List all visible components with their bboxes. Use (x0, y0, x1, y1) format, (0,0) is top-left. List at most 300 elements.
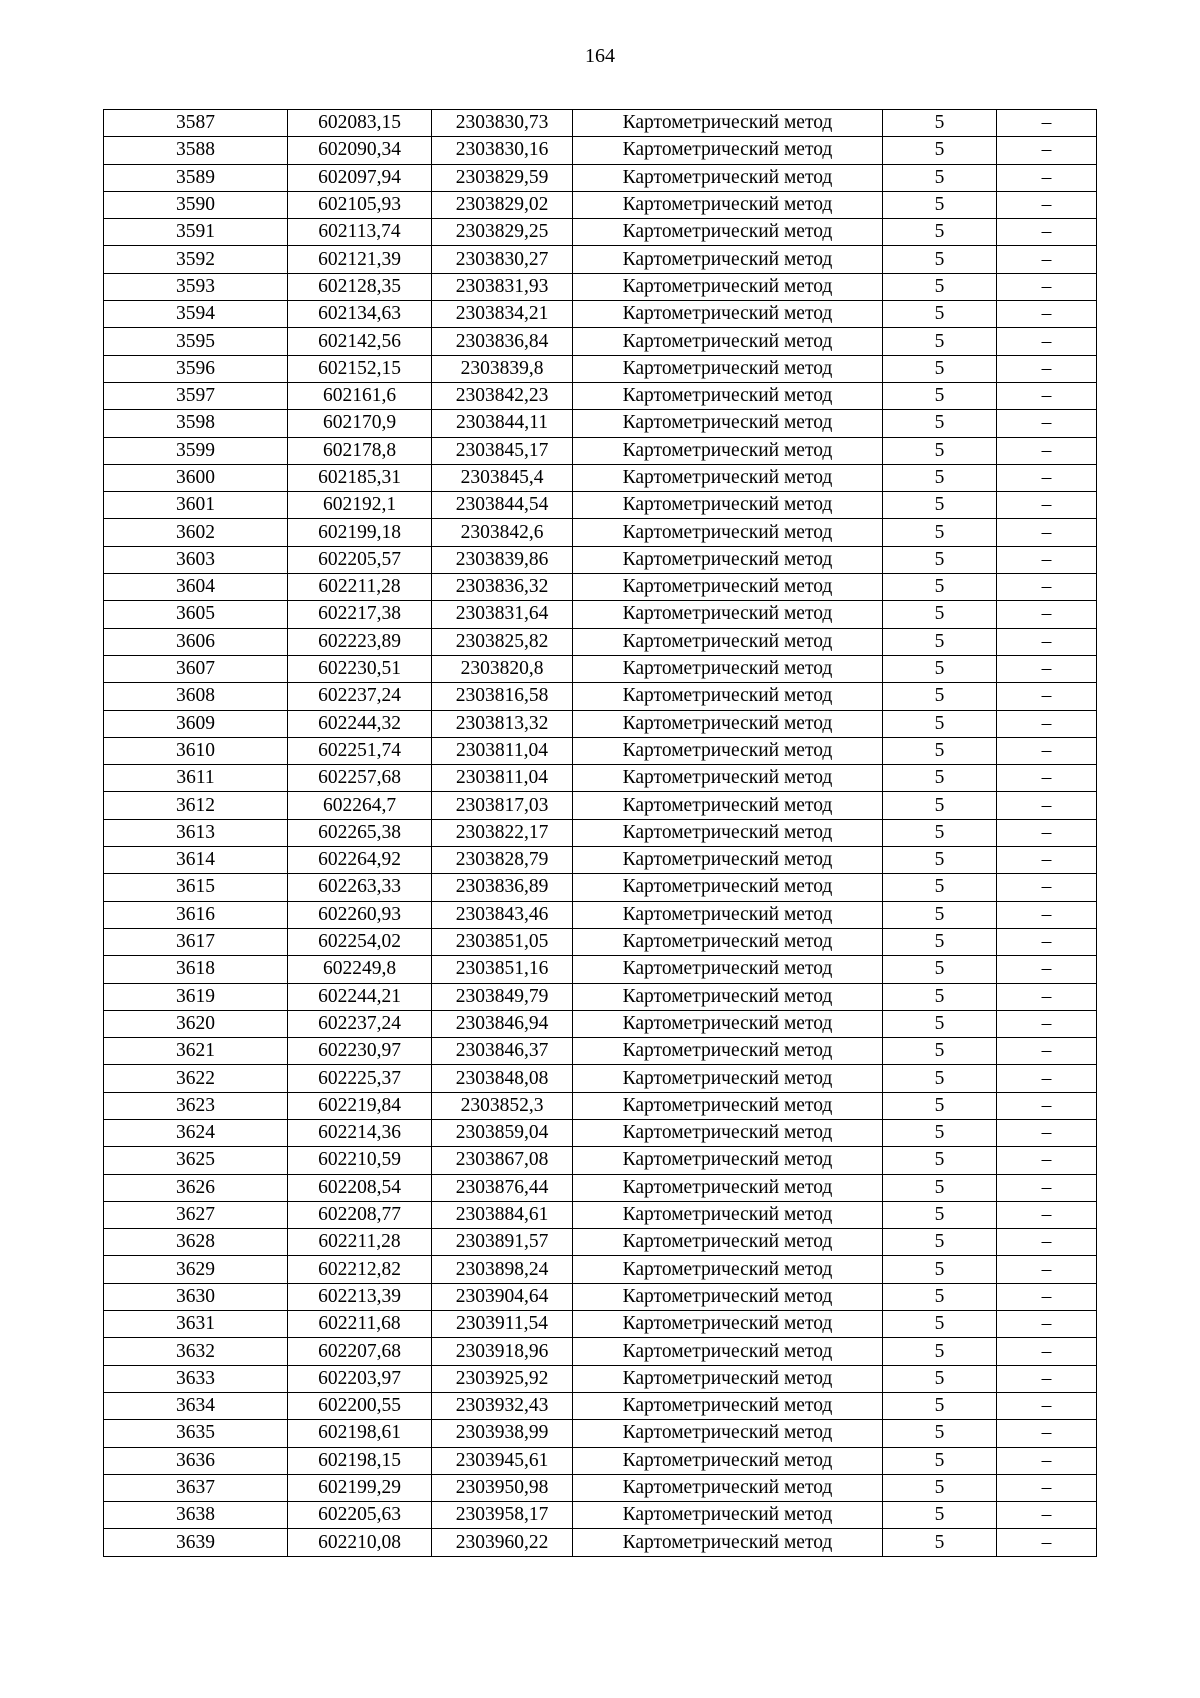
point-number-cell: 3621 (104, 1038, 288, 1065)
remark-cell: – (997, 874, 1097, 901)
x-coordinate-cell: 602170,9 (288, 410, 432, 437)
y-coordinate-cell: 2303958,17 (432, 1502, 573, 1529)
method-cell: Картометрический метод (573, 1447, 883, 1474)
table-row (104, 1147, 1097, 1174)
point-number-cell: 3629 (104, 1256, 288, 1283)
x-coordinate-cell: 602142,56 (288, 328, 432, 355)
accuracy-cell: 5 (883, 737, 997, 764)
remark-cell: – (997, 901, 1097, 928)
accuracy-cell: 5 (883, 191, 997, 218)
accuracy-cell: 5 (883, 355, 997, 382)
point-number-cell: 3617 (104, 928, 288, 955)
y-coordinate-cell: 2303851,16 (432, 956, 573, 983)
table-row (104, 956, 1097, 983)
accuracy-cell: 5 (883, 1420, 997, 1447)
remark-cell: – (997, 1502, 1097, 1529)
method-cell: Картометрический метод (573, 492, 883, 519)
table-row (104, 273, 1097, 300)
x-coordinate-cell: 602211,28 (288, 574, 432, 601)
table-row (104, 928, 1097, 955)
remark-cell: – (997, 1147, 1097, 1174)
x-coordinate-cell: 602213,39 (288, 1283, 432, 1310)
remark-cell: – (997, 492, 1097, 519)
table-row (104, 1065, 1097, 1092)
point-number-cell: 3603 (104, 546, 288, 573)
table-row (104, 765, 1097, 792)
method-cell: Картометрический метод (573, 546, 883, 573)
accuracy-cell: 5 (883, 464, 997, 491)
y-coordinate-cell: 2303822,17 (432, 819, 573, 846)
x-coordinate-cell: 602134,63 (288, 301, 432, 328)
table-row (104, 710, 1097, 737)
x-coordinate-cell: 602105,93 (288, 191, 432, 218)
remark-cell: – (997, 355, 1097, 382)
method-cell: Картометрический метод (573, 382, 883, 409)
accuracy-cell: 5 (883, 1311, 997, 1338)
method-cell: Картометрический метод (573, 1474, 883, 1501)
remark-cell: – (997, 328, 1097, 355)
remark-cell: – (997, 219, 1097, 246)
remark-cell: – (997, 710, 1097, 737)
method-cell: Картометрический метод (573, 437, 883, 464)
point-number-cell: 3638 (104, 1502, 288, 1529)
accuracy-cell: 5 (883, 1447, 997, 1474)
method-cell: Картометрический метод (573, 874, 883, 901)
accuracy-cell: 5 (883, 273, 997, 300)
accuracy-cell: 5 (883, 1174, 997, 1201)
remark-cell: – (997, 191, 1097, 218)
accuracy-cell: 5 (883, 437, 997, 464)
method-cell: Картометрический метод (573, 110, 883, 137)
point-number-cell: 3620 (104, 1010, 288, 1037)
x-coordinate-cell: 602244,32 (288, 710, 432, 737)
remark-cell: – (997, 1201, 1097, 1228)
x-coordinate-cell: 602097,94 (288, 164, 432, 191)
y-coordinate-cell: 2303859,04 (432, 1119, 573, 1146)
accuracy-cell: 5 (883, 110, 997, 137)
y-coordinate-cell: 2303960,22 (432, 1529, 573, 1556)
point-number-cell: 3618 (104, 956, 288, 983)
method-cell: Картометрический метод (573, 273, 883, 300)
point-number-cell: 3589 (104, 164, 288, 191)
x-coordinate-cell: 602121,39 (288, 246, 432, 273)
y-coordinate-cell: 2303851,05 (432, 928, 573, 955)
remark-cell: – (997, 819, 1097, 846)
x-coordinate-cell: 602200,55 (288, 1392, 432, 1419)
x-coordinate-cell: 602210,08 (288, 1529, 432, 1556)
table-row (104, 355, 1097, 382)
y-coordinate-cell: 2303925,92 (432, 1365, 573, 1392)
point-number-cell: 3593 (104, 273, 288, 300)
y-coordinate-cell: 2303932,43 (432, 1392, 573, 1419)
point-number-cell: 3616 (104, 901, 288, 928)
x-coordinate-cell: 602211,68 (288, 1311, 432, 1338)
table-row (104, 1420, 1097, 1447)
remark-cell: – (997, 1283, 1097, 1310)
table-row (104, 246, 1097, 273)
remark-cell: – (997, 301, 1097, 328)
method-cell: Картометрический метод (573, 601, 883, 628)
accuracy-cell: 5 (883, 956, 997, 983)
remark-cell: – (997, 1474, 1097, 1501)
remark-cell: – (997, 655, 1097, 682)
x-coordinate-cell: 602257,68 (288, 765, 432, 792)
y-coordinate-cell: 2303829,25 (432, 219, 573, 246)
y-coordinate-cell: 2303830,16 (432, 137, 573, 164)
method-cell: Картометрический метод (573, 983, 883, 1010)
remark-cell: – (997, 683, 1097, 710)
table-row (104, 792, 1097, 819)
table-row (104, 1229, 1097, 1256)
method-cell: Картометрический метод (573, 574, 883, 601)
accuracy-cell: 5 (883, 819, 997, 846)
table-row (104, 901, 1097, 928)
table-row (104, 819, 1097, 846)
method-cell: Картометрический метод (573, 1529, 883, 1556)
y-coordinate-cell: 2303849,79 (432, 983, 573, 1010)
point-number-cell: 3600 (104, 464, 288, 491)
table-row (104, 655, 1097, 682)
y-coordinate-cell: 2303867,08 (432, 1147, 573, 1174)
method-cell: Картометрический метод (573, 137, 883, 164)
remark-cell: – (997, 1174, 1097, 1201)
method-cell: Картометрический метод (573, 464, 883, 491)
x-coordinate-cell: 602178,8 (288, 437, 432, 464)
point-number-cell: 3631 (104, 1311, 288, 1338)
accuracy-cell: 5 (883, 628, 997, 655)
x-coordinate-cell: 602208,77 (288, 1201, 432, 1228)
accuracy-cell: 5 (883, 1529, 997, 1556)
y-coordinate-cell: 2303839,86 (432, 546, 573, 573)
method-cell: Картометрический метод (573, 655, 883, 682)
y-coordinate-cell: 2303836,84 (432, 328, 573, 355)
y-coordinate-cell: 2303828,79 (432, 847, 573, 874)
y-coordinate-cell: 2303843,46 (432, 901, 573, 928)
x-coordinate-cell: 602185,31 (288, 464, 432, 491)
remark-cell: – (997, 1338, 1097, 1365)
point-number-cell: 3628 (104, 1229, 288, 1256)
table-row (104, 1311, 1097, 1338)
accuracy-cell: 5 (883, 1119, 997, 1146)
y-coordinate-cell: 2303848,08 (432, 1065, 573, 1092)
x-coordinate-cell: 602207,68 (288, 1338, 432, 1365)
accuracy-cell: 5 (883, 1474, 997, 1501)
method-cell: Картометрический метод (573, 246, 883, 273)
method-cell: Картометрический метод (573, 1338, 883, 1365)
method-cell: Картометрический метод (573, 1038, 883, 1065)
point-number-cell: 3592 (104, 246, 288, 273)
method-cell: Картометрический метод (573, 1010, 883, 1037)
x-coordinate-cell: 602237,24 (288, 1010, 432, 1037)
y-coordinate-cell: 2303845,4 (432, 464, 573, 491)
x-coordinate-cell: 602225,37 (288, 1065, 432, 1092)
accuracy-cell: 5 (883, 1147, 997, 1174)
x-coordinate-cell: 602230,97 (288, 1038, 432, 1065)
y-coordinate-cell: 2303839,8 (432, 355, 573, 382)
table-row (104, 1119, 1097, 1146)
y-coordinate-cell: 2303842,23 (432, 382, 573, 409)
y-coordinate-cell: 2303945,61 (432, 1447, 573, 1474)
method-cell: Картометрический метод (573, 1147, 883, 1174)
accuracy-cell: 5 (883, 901, 997, 928)
y-coordinate-cell: 2303811,04 (432, 737, 573, 764)
y-coordinate-cell: 2303911,54 (432, 1311, 573, 1338)
y-coordinate-cell: 2303891,57 (432, 1229, 573, 1256)
table-row (104, 110, 1097, 137)
y-coordinate-cell: 2303830,73 (432, 110, 573, 137)
x-coordinate-cell: 602260,93 (288, 901, 432, 928)
y-coordinate-cell: 2303842,6 (432, 519, 573, 546)
accuracy-cell: 5 (883, 546, 997, 573)
accuracy-cell: 5 (883, 137, 997, 164)
table-row (104, 137, 1097, 164)
point-number-cell: 3587 (104, 110, 288, 137)
remark-cell: – (997, 164, 1097, 191)
accuracy-cell: 5 (883, 983, 997, 1010)
table-row (104, 683, 1097, 710)
y-coordinate-cell: 2303852,3 (432, 1092, 573, 1119)
coordinates-table (103, 109, 1097, 1557)
remark-cell: – (997, 765, 1097, 792)
table-row (104, 1174, 1097, 1201)
x-coordinate-cell: 602161,6 (288, 382, 432, 409)
method-cell: Картометрический метод (573, 1283, 883, 1310)
accuracy-cell: 5 (883, 1256, 997, 1283)
method-cell: Картометрический метод (573, 301, 883, 328)
method-cell: Картометрический метод (573, 328, 883, 355)
remark-cell: – (997, 273, 1097, 300)
accuracy-cell: 5 (883, 1038, 997, 1065)
point-number-cell: 3610 (104, 737, 288, 764)
y-coordinate-cell: 2303825,82 (432, 628, 573, 655)
table-row (104, 164, 1097, 191)
accuracy-cell: 5 (883, 1065, 997, 1092)
table-row (104, 1256, 1097, 1283)
remark-cell: – (997, 1365, 1097, 1392)
table-row (104, 328, 1097, 355)
remark-cell: – (997, 792, 1097, 819)
x-coordinate-cell: 602237,24 (288, 683, 432, 710)
table-row (104, 219, 1097, 246)
table-row (104, 1010, 1097, 1037)
method-cell: Картометрический метод (573, 1119, 883, 1146)
remark-cell: – (997, 628, 1097, 655)
accuracy-cell: 5 (883, 328, 997, 355)
table-row (104, 1502, 1097, 1529)
remark-cell: – (997, 1010, 1097, 1037)
point-number-cell: 3599 (104, 437, 288, 464)
y-coordinate-cell: 2303836,32 (432, 574, 573, 601)
x-coordinate-cell: 602214,36 (288, 1119, 432, 1146)
point-number-cell: 3598 (104, 410, 288, 437)
accuracy-cell: 5 (883, 874, 997, 901)
y-coordinate-cell: 2303876,44 (432, 1174, 573, 1201)
x-coordinate-cell: 602230,51 (288, 655, 432, 682)
method-cell: Картометрический метод (573, 765, 883, 792)
method-cell: Картометрический метод (573, 1092, 883, 1119)
method-cell: Картометрический метод (573, 1229, 883, 1256)
y-coordinate-cell: 2303846,94 (432, 1010, 573, 1037)
point-number-cell: 3591 (104, 219, 288, 246)
method-cell: Картометрический метод (573, 1201, 883, 1228)
remark-cell: – (997, 574, 1097, 601)
accuracy-cell: 5 (883, 574, 997, 601)
y-coordinate-cell: 2303898,24 (432, 1256, 573, 1283)
method-cell: Картометрический метод (573, 1420, 883, 1447)
point-number-cell: 3602 (104, 519, 288, 546)
accuracy-cell: 5 (883, 1392, 997, 1419)
x-coordinate-cell: 602211,28 (288, 1229, 432, 1256)
method-cell: Картометрический метод (573, 164, 883, 191)
y-coordinate-cell: 2303845,17 (432, 437, 573, 464)
point-number-cell: 3601 (104, 492, 288, 519)
method-cell: Картометрический метод (573, 737, 883, 764)
point-number-cell: 3609 (104, 710, 288, 737)
y-coordinate-cell: 2303829,02 (432, 191, 573, 218)
table-row (104, 847, 1097, 874)
point-number-cell: 3594 (104, 301, 288, 328)
remark-cell: – (997, 1119, 1097, 1146)
point-number-cell: 3632 (104, 1338, 288, 1365)
x-coordinate-cell: 602199,18 (288, 519, 432, 546)
method-cell: Картометрический метод (573, 792, 883, 819)
table-row (104, 437, 1097, 464)
accuracy-cell: 5 (883, 382, 997, 409)
point-number-cell: 3595 (104, 328, 288, 355)
point-number-cell: 3634 (104, 1392, 288, 1419)
accuracy-cell: 5 (883, 792, 997, 819)
table-row (104, 410, 1097, 437)
table-row (104, 492, 1097, 519)
accuracy-cell: 5 (883, 683, 997, 710)
table-row (104, 464, 1097, 491)
point-number-cell: 3608 (104, 683, 288, 710)
remark-cell: – (997, 847, 1097, 874)
point-number-cell: 3597 (104, 382, 288, 409)
method-cell: Картометрический метод (573, 355, 883, 382)
method-cell: Картометрический метод (573, 1174, 883, 1201)
x-coordinate-cell: 602198,61 (288, 1420, 432, 1447)
x-coordinate-cell: 602244,21 (288, 983, 432, 1010)
remark-cell: – (997, 1311, 1097, 1338)
point-number-cell: 3635 (104, 1420, 288, 1447)
table-row (104, 1092, 1097, 1119)
accuracy-cell: 5 (883, 655, 997, 682)
x-coordinate-cell: 602212,82 (288, 1256, 432, 1283)
remark-cell: – (997, 382, 1097, 409)
y-coordinate-cell: 2303844,11 (432, 410, 573, 437)
point-number-cell: 3637 (104, 1474, 288, 1501)
table-row (104, 1529, 1097, 1556)
table-row (104, 1283, 1097, 1310)
page-number: 164 (585, 45, 615, 67)
point-number-cell: 3630 (104, 1283, 288, 1310)
table-row (104, 983, 1097, 1010)
table-row (104, 1038, 1097, 1065)
method-cell: Картометрический метод (573, 1502, 883, 1529)
accuracy-cell: 5 (883, 1283, 997, 1310)
y-coordinate-cell: 2303817,03 (432, 792, 573, 819)
y-coordinate-cell: 2303831,93 (432, 273, 573, 300)
point-number-cell: 3627 (104, 1201, 288, 1228)
x-coordinate-cell: 602265,38 (288, 819, 432, 846)
x-coordinate-cell: 602090,34 (288, 137, 432, 164)
method-cell: Картометрический метод (573, 683, 883, 710)
accuracy-cell: 5 (883, 710, 997, 737)
y-coordinate-cell: 2303904,64 (432, 1283, 573, 1310)
remark-cell: – (997, 737, 1097, 764)
y-coordinate-cell: 2303884,61 (432, 1201, 573, 1228)
x-coordinate-cell: 602217,38 (288, 601, 432, 628)
method-cell: Картометрический метод (573, 1365, 883, 1392)
x-coordinate-cell: 602223,89 (288, 628, 432, 655)
x-coordinate-cell: 602264,7 (288, 792, 432, 819)
method-cell: Картометрический метод (573, 928, 883, 955)
accuracy-cell: 5 (883, 1201, 997, 1228)
accuracy-cell: 5 (883, 301, 997, 328)
point-number-cell: 3607 (104, 655, 288, 682)
table-row (104, 874, 1097, 901)
table-row (104, 191, 1097, 218)
accuracy-cell: 5 (883, 492, 997, 519)
remark-cell: – (997, 1065, 1097, 1092)
point-number-cell: 3636 (104, 1447, 288, 1474)
x-coordinate-cell: 602264,92 (288, 847, 432, 874)
method-cell: Картометрический метод (573, 1065, 883, 1092)
point-number-cell: 3590 (104, 191, 288, 218)
x-coordinate-cell: 602219,84 (288, 1092, 432, 1119)
x-coordinate-cell: 602249,8 (288, 956, 432, 983)
x-coordinate-cell: 602083,15 (288, 110, 432, 137)
x-coordinate-cell: 602208,54 (288, 1174, 432, 1201)
accuracy-cell: 5 (883, 1365, 997, 1392)
x-coordinate-cell: 602198,15 (288, 1447, 432, 1474)
accuracy-cell: 5 (883, 1010, 997, 1037)
accuracy-cell: 5 (883, 519, 997, 546)
table-row (104, 628, 1097, 655)
method-cell: Картометрический метод (573, 1311, 883, 1338)
point-number-cell: 3612 (104, 792, 288, 819)
table-row (104, 1392, 1097, 1419)
accuracy-cell: 5 (883, 1092, 997, 1119)
y-coordinate-cell: 2303836,89 (432, 874, 573, 901)
method-cell: Картометрический метод (573, 901, 883, 928)
method-cell: Картометрический метод (573, 219, 883, 246)
remark-cell: – (997, 519, 1097, 546)
point-number-cell: 3605 (104, 601, 288, 628)
accuracy-cell: 5 (883, 601, 997, 628)
x-coordinate-cell: 602113,74 (288, 219, 432, 246)
table-row (104, 601, 1097, 628)
y-coordinate-cell: 2303918,96 (432, 1338, 573, 1365)
point-number-cell: 3613 (104, 819, 288, 846)
y-coordinate-cell: 2303830,27 (432, 246, 573, 273)
method-cell: Картометрический метод (573, 410, 883, 437)
remark-cell: – (997, 983, 1097, 1010)
x-coordinate-cell: 602203,97 (288, 1365, 432, 1392)
y-coordinate-cell: 2303938,99 (432, 1420, 573, 1447)
table-row (104, 1474, 1097, 1501)
remark-cell: – (997, 1392, 1097, 1419)
accuracy-cell: 5 (883, 1502, 997, 1529)
table-row (104, 301, 1097, 328)
remark-cell: – (997, 1447, 1097, 1474)
remark-cell: – (997, 601, 1097, 628)
y-coordinate-cell: 2303811,04 (432, 765, 573, 792)
x-coordinate-cell: 602251,74 (288, 737, 432, 764)
remark-cell: – (997, 410, 1097, 437)
remark-cell: – (997, 1529, 1097, 1556)
